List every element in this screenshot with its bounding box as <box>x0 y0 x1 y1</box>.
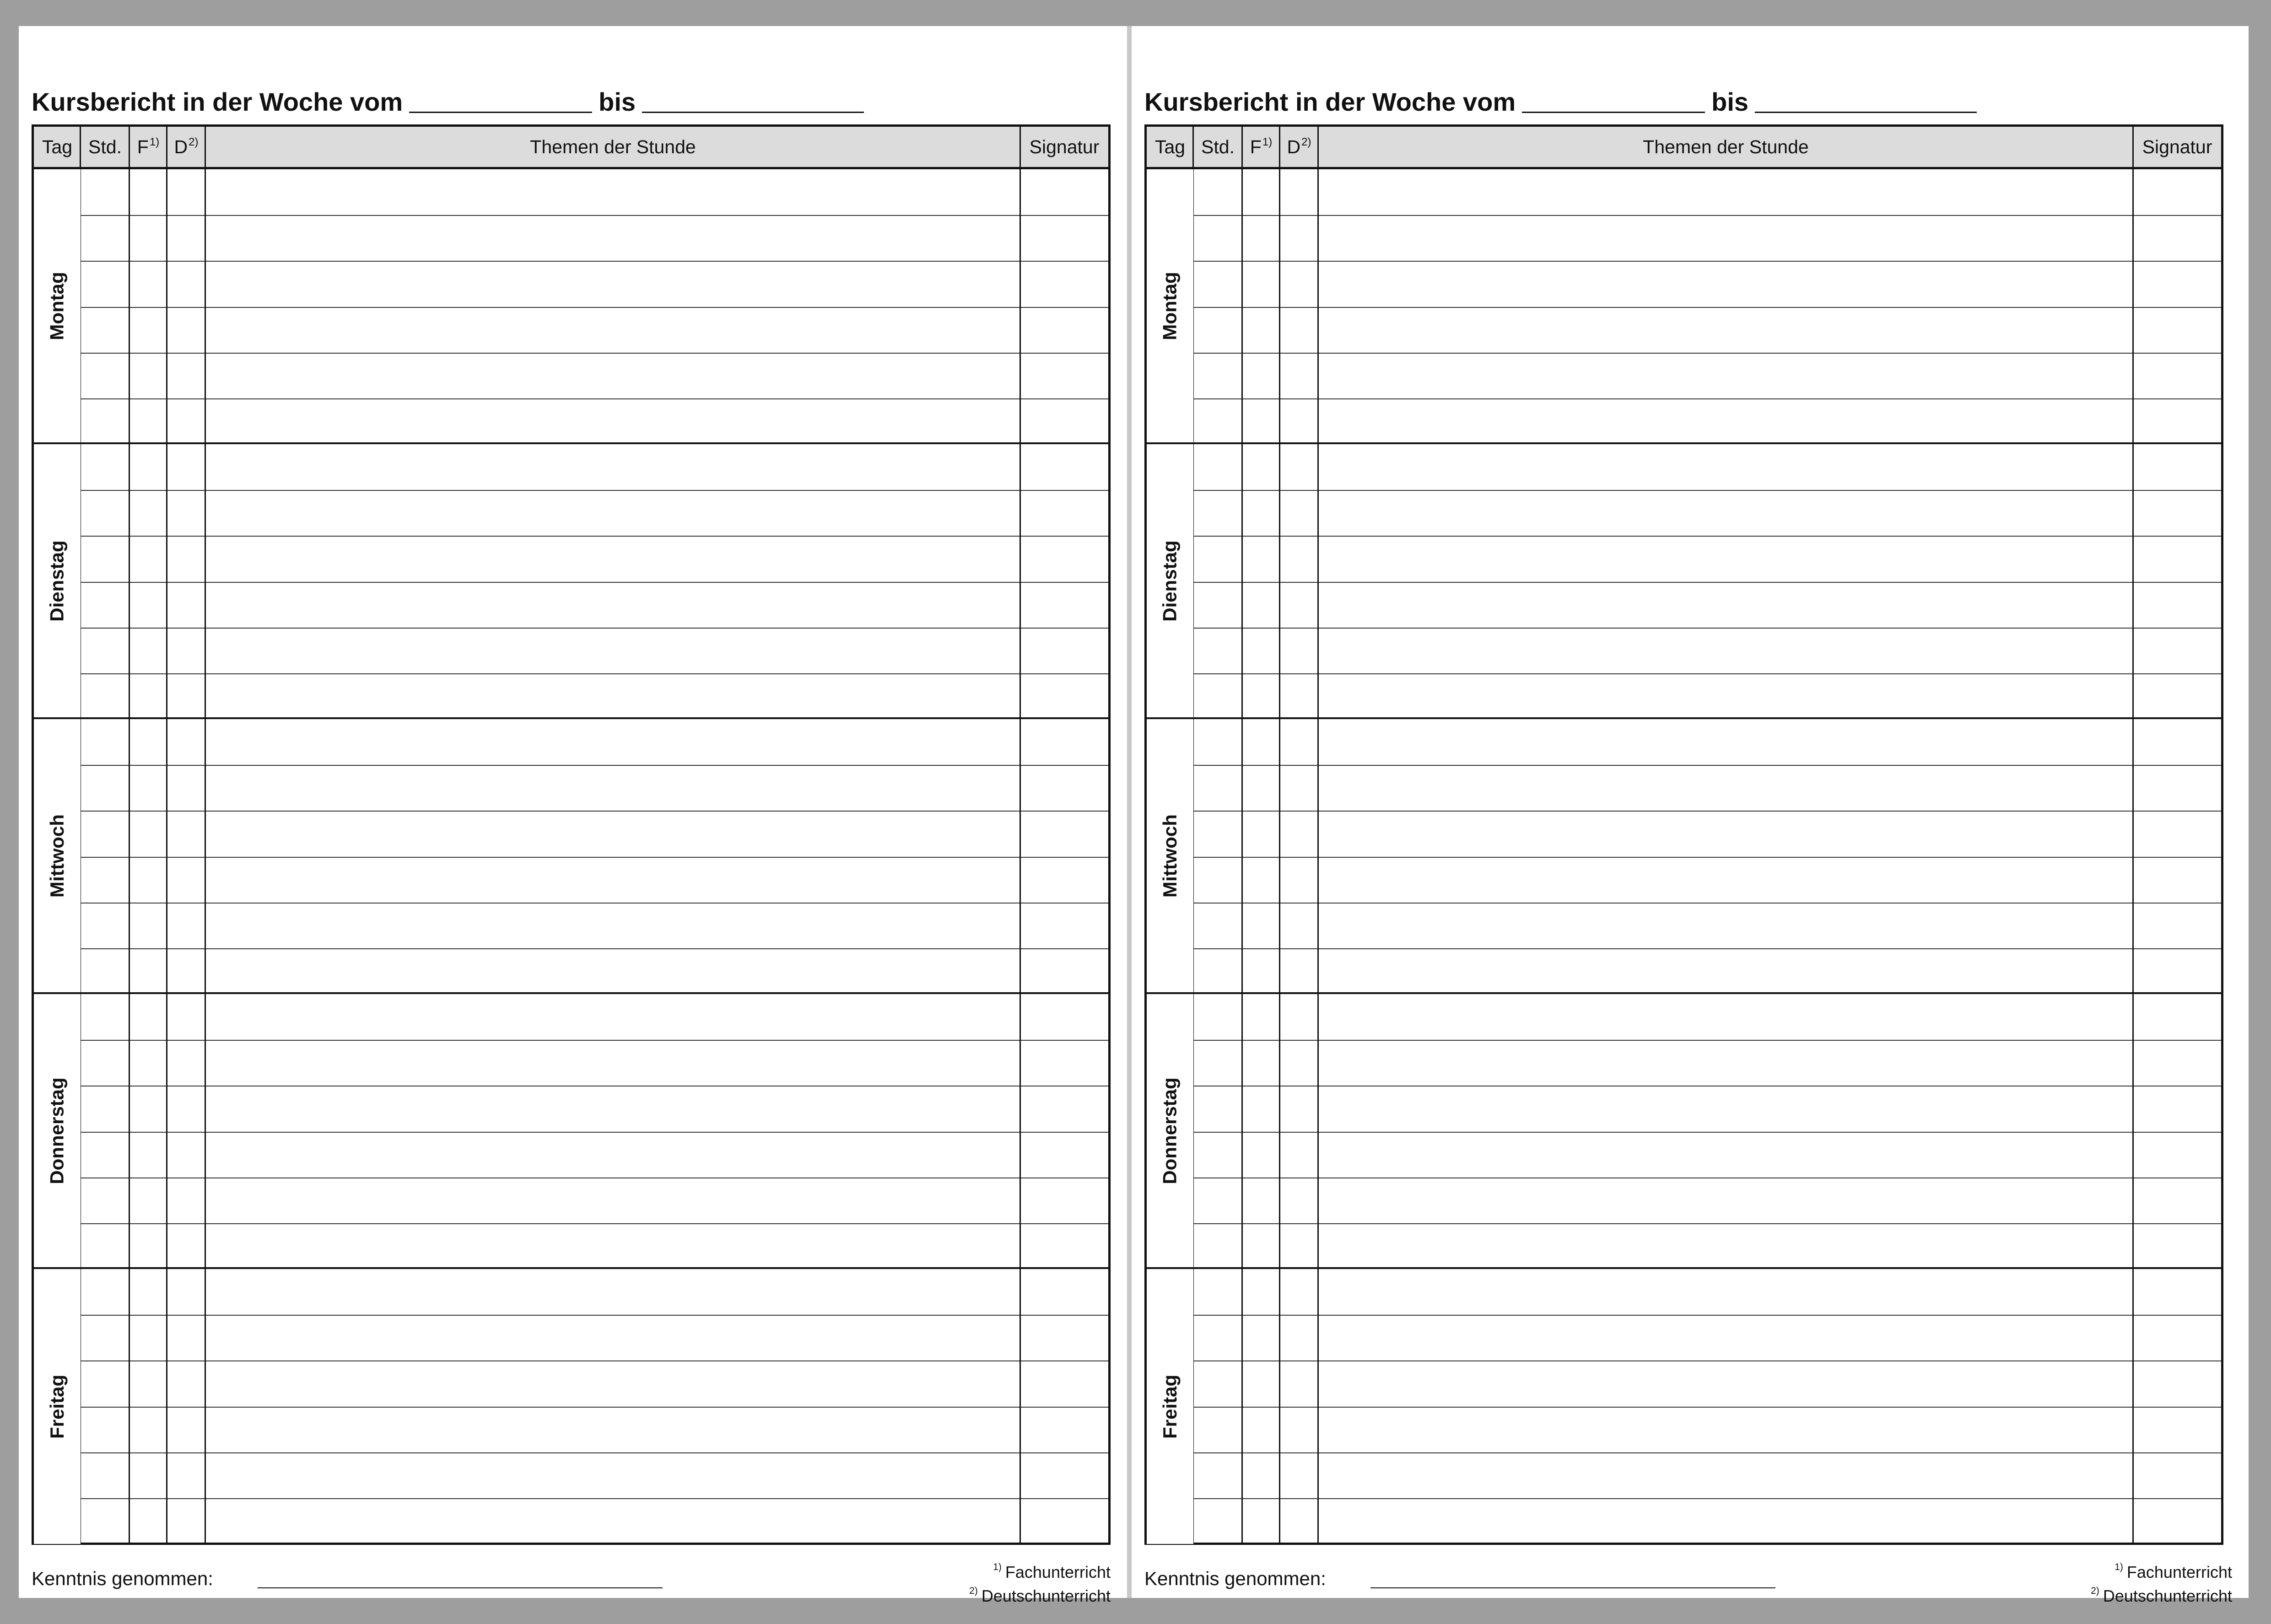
day-block-montag <box>1147 169 2221 444</box>
footnotes <box>2091 1559 2232 1606</box>
header-tag: Tag <box>1154 136 1186 157</box>
day-block-freitag <box>34 1269 1108 1544</box>
date-from-field[interactable] <box>1522 112 1705 113</box>
lesson-row-line <box>81 582 1108 583</box>
col-divider <box>129 127 130 1543</box>
lesson-row-line <box>1193 1132 2221 1133</box>
lesson-row-line <box>81 948 1108 949</box>
report-page-left <box>19 26 1127 1605</box>
lesson-row-line <box>81 490 1108 491</box>
day-label: Freitag <box>34 1269 81 1544</box>
header-themen: Themen der Stunde <box>1643 136 1809 157</box>
col-divider <box>1020 127 1021 1543</box>
date-to-field[interactable] <box>1755 112 1977 113</box>
lesson-row-line <box>81 353 1108 354</box>
lesson-row-line <box>81 1223 1108 1224</box>
footnote-1: $^{1)}$ Fachunterricht <box>993 1562 1111 1581</box>
day-block-mittwoch <box>34 719 1108 994</box>
page-title <box>32 75 870 117</box>
footnotes <box>969 1559 1111 1606</box>
day-block-donnerstag <box>34 994 1108 1269</box>
lesson-row-line <box>1193 582 2221 583</box>
lesson-row-line <box>1193 261 2221 262</box>
lesson-row-line <box>1193 948 2221 949</box>
table-body <box>1147 169 2221 1543</box>
lesson-row-line <box>1193 628 2221 629</box>
day-label: Freitag <box>1147 1269 1193 1544</box>
footnote-2: $^{2)}$ Deutschunterricht <box>969 1586 1111 1605</box>
day-label: Montag <box>34 169 81 442</box>
header-f: F $^{1)}$ <box>137 136 160 157</box>
lesson-row-line <box>1193 398 2221 399</box>
lesson-row-line <box>1193 811 2221 812</box>
header-signatur: Signatur <box>1029 136 1100 157</box>
report-page-right <box>1132 26 2249 1605</box>
date-to-field[interactable] <box>642 112 864 113</box>
footnote-2: $^{2)}$ Deutschunterricht <box>2091 1586 2232 1605</box>
header-d: D $^{2)}$ <box>1287 136 1311 157</box>
day-label: Mittwoch <box>34 719 81 992</box>
day-block-mittwoch <box>1147 719 2221 994</box>
page-title <box>1144 75 1983 117</box>
table-header <box>1147 127 2221 169</box>
lesson-row-line <box>1193 673 2221 674</box>
lesson-row-line <box>1193 215 2221 216</box>
lesson-row-line <box>81 673 1108 674</box>
col-divider <box>1317 127 1319 1543</box>
day-block-freitag <box>1147 1269 2221 1544</box>
lesson-row-line <box>81 1040 1108 1041</box>
lesson-row-line <box>81 215 1108 216</box>
header-d: D $^{2)}$ <box>174 136 199 157</box>
lesson-row-line <box>81 1407 1108 1408</box>
col-divider <box>166 127 167 1543</box>
title-bis: bis <box>1711 87 1749 116</box>
lesson-row-line <box>81 398 1108 399</box>
col-divider <box>2132 127 2134 1543</box>
lesson-row-line <box>1193 1315 2221 1316</box>
lesson-row-line <box>81 857 1108 858</box>
header-f: F $^{1)}$ <box>1250 136 1273 157</box>
lesson-row-line <box>1193 857 2221 858</box>
col-divider <box>1279 127 1280 1543</box>
header-tag: Tag <box>42 136 73 157</box>
day-label: Montag <box>1147 169 1193 442</box>
lesson-row-line <box>1193 1040 2221 1041</box>
header-std: Std. <box>88 136 122 157</box>
col-divider <box>205 127 206 1543</box>
lesson-row-line <box>1193 1452 2221 1453</box>
acknowledged-signature-line[interactable] <box>1370 1587 1775 1588</box>
lesson-row-line <box>81 811 1108 812</box>
lesson-row-line <box>1193 765 2221 766</box>
day-block-montag <box>34 169 1108 444</box>
day-block-dienstag <box>34 444 1108 719</box>
day-label: Dienstag <box>34 444 81 717</box>
table-header <box>34 127 1108 169</box>
lesson-row-line <box>1193 536 2221 537</box>
acknowledged-signature-line[interactable] <box>258 1587 663 1588</box>
page-divider <box>1127 26 1132 1598</box>
header-signatur: Signatur <box>2142 136 2212 157</box>
title-bis: bis <box>599 87 636 116</box>
lesson-row-line <box>1193 490 2221 491</box>
lesson-row-line <box>1193 1223 2221 1224</box>
header-std: Std. <box>1201 136 1235 157</box>
title-prefix: Kursbericht in der Woche vom <box>32 87 403 116</box>
lesson-row-line <box>81 1498 1108 1499</box>
lesson-row-line <box>81 765 1108 766</box>
lesson-row-line <box>1193 1498 2221 1499</box>
lesson-row-line <box>81 536 1108 537</box>
date-from-field[interactable] <box>409 112 592 113</box>
lesson-row-line <box>81 307 1108 308</box>
lesson-row-line <box>1193 353 2221 354</box>
day-label: Donnerstag <box>34 994 81 1267</box>
day-block-donnerstag <box>1147 994 2221 1269</box>
acknowledged-label: Kenntnis genommen: <box>32 1568 213 1589</box>
footnote-1: $^{1)}$ Fachunterricht <box>2115 1562 2232 1581</box>
lesson-row-line <box>1193 307 2221 308</box>
lesson-row-line <box>81 628 1108 629</box>
col-divider <box>1241 127 1243 1543</box>
lesson-row-line <box>81 1452 1108 1453</box>
title-prefix: Kursbericht in der Woche vom <box>1144 87 1516 116</box>
lesson-row-line <box>81 261 1108 262</box>
lesson-row-line <box>1193 1407 2221 1408</box>
table-body <box>34 169 1108 1543</box>
day-label: Dienstag <box>1147 444 1193 717</box>
lesson-row-line <box>81 1315 1108 1316</box>
lesson-row-line <box>81 1132 1108 1133</box>
report-table <box>32 124 1111 1545</box>
acknowledged-label: Kenntnis genommen: <box>1144 1568 1326 1589</box>
day-label: Donnerstag <box>1147 994 1193 1267</box>
header-themen: Themen der Stunde <box>530 136 696 157</box>
report-table <box>1144 124 2223 1545</box>
day-block-dienstag <box>1147 444 2221 719</box>
day-label: Mittwoch <box>1147 719 1193 992</box>
